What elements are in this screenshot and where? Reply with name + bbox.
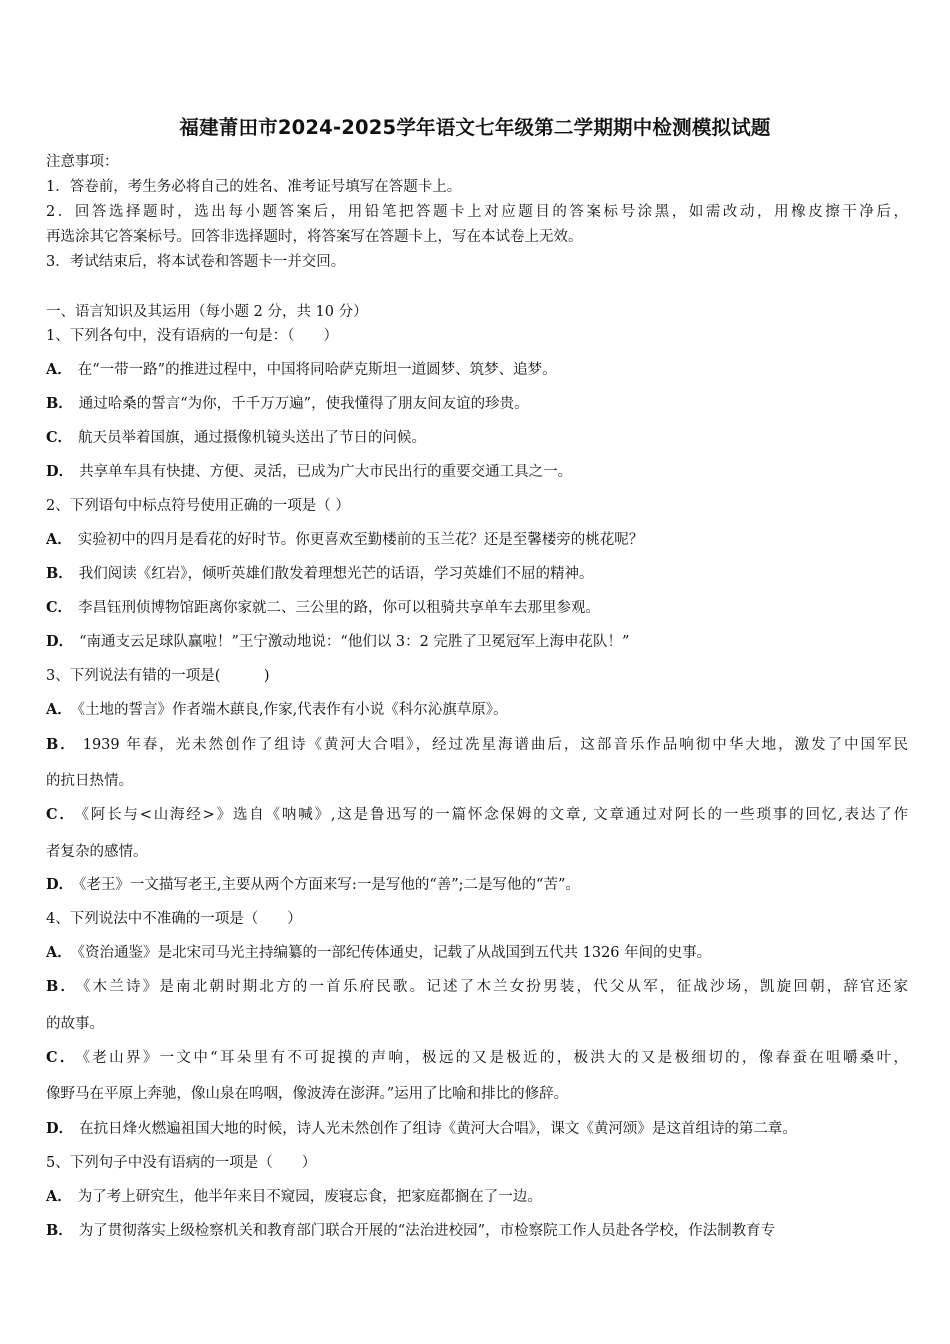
question-1-option-c: [46, 428, 908, 448]
question-1-stem: 1、下列各句中，没有语病的一句是：（ ）: [46, 328, 338, 344]
option-text: 《老王》一文描写老王,主要从两个方面来写:一是写他的“善”;二是写他的“苦”。: [79, 877, 580, 893]
option-text: 航天员举着国旗，通过摄像机镜头送出了节日的问候。: [78, 430, 427, 446]
option-label: D．: [46, 633, 74, 650]
option-label: B．: [46, 565, 73, 582]
question-5-stem: 5、下列句子中没有语病的一项是（ ）: [46, 1155, 317, 1171]
option-text: 通过哈桑的誓言“为你，千千万万遍”，使我懂得了朋友间友谊的珍贵。: [78, 396, 529, 412]
option-label: B．: [46, 736, 77, 753]
option-text: 为了考上研究生，他半年来目不窥园，废寝忘食，把家庭都搁在了一边。: [77, 1189, 542, 1205]
page-title: 福建莆田市2024-2025学年语文七年级第二学期期中检测模拟试题: [179, 116, 771, 139]
option-text: 《老山界》一文中“耳朵里有不可捉摸的声响，极远的又是极近的，极洪大的又是极细切的，像春蚕在咀嚼桑叶，: [82, 1050, 908, 1066]
option-label: C．: [46, 1049, 77, 1066]
question-4-option-b: [46, 977, 908, 997]
option-label: C．: [46, 429, 73, 446]
question-5-option-b: [46, 1221, 908, 1241]
option-label: C．: [46, 599, 73, 616]
question-2-option-c: [46, 598, 908, 618]
option-text: “南通支云足球队赢啦！”王宁激动地说：“他们以 3：2 完胜了卫冕冠军上海申花队！”: [79, 634, 630, 650]
question-3-option-c: [46, 805, 908, 825]
notice-item-1: 1．答卷前，考生务必将自己的姓名、准考证号填写在答题卡上。: [46, 179, 462, 195]
option-text: 我们阅读《红岩》，倾听英雄们散发着理想光芒的话语，学习英雄们不屈的精神。: [78, 566, 594, 582]
option-text: 实验初中的四月是看花的好时节。你更喜欢至勤楼前的玉兰花？还是至馨楼旁的桃花呢？: [77, 532, 644, 548]
option-label: D．: [46, 876, 74, 893]
option-text: 在抗日烽火燃遍祖国大地的时候，诗人光未然创作了组诗《黄河大合唱》，课文《黄河颂》是这首组诗的第二章。: [79, 1121, 797, 1137]
section-heading: 一、语言知识及其运用（每小题 2 分，共 10 分）: [46, 304, 368, 320]
option-label: A．: [46, 1188, 72, 1205]
question-4-option-b-continued: 的故事。: [46, 1016, 104, 1032]
question-3-option-d: [46, 875, 908, 895]
option-text: 在“一带一路”的推进过程中，中国将同哈萨克斯坦一道圆梦、筑梦、追梦。: [77, 362, 557, 378]
question-3-option-c-continued: 者复杂的感情。: [46, 844, 148, 860]
option-label: D．: [46, 1120, 74, 1137]
option-text: 为了贯彻落实上级检察机关和教育部门联合开展的“法治进校园”，市检察院工作人员赴各学校，作法制教育专: [78, 1223, 776, 1239]
question-1-option-b: [46, 394, 908, 414]
question-1-option-d: [46, 462, 908, 482]
option-text: 1939 年春，光未然创作了组诗《黄河大合唱》，经过冼星海谱曲后，这部音乐作品响彻中华大地，激发了中国军民: [82, 737, 908, 753]
question-2-option-a: [46, 530, 908, 550]
option-label: A．: [46, 944, 72, 961]
notice-item-2: 2．回答选择题时，选出每小题答案后，用铅笔把答题卡上对应题目的答案标号涂黑，如需改动，用橡皮擦干净后，: [46, 204, 908, 220]
question-2-option-d: [46, 632, 908, 652]
option-label: A．: [46, 701, 72, 718]
option-text: 《土地的誓言》作者端木蕻良,作家,代表作有小说《科尔沁旗草原》。: [77, 702, 508, 718]
option-text: 《阿长与<山海经>》选自《呐喊》,这是鲁迅写的一篇怀念保姆的文章, 文章通过对阿长的一些琐事的回忆,表达了作: [81, 807, 908, 823]
option-text: 李昌钰刑侦博物馆距离你家就二、三公里的路，你可以租骑共享单车去那里参观。: [78, 600, 601, 616]
question-4-option-c: [46, 1048, 908, 1068]
notice-item-2-continued: 再选涂其它答案标号。回答非选择题时，将答案写在答题卡上，写在本试卷上无效。: [46, 229, 583, 245]
question-3-option-b: [46, 735, 908, 755]
option-label: D．: [46, 463, 74, 480]
question-5-option-a: [46, 1187, 908, 1207]
option-text: 《木兰诗》是南北朝时期北方的一首乐府民歌。记述了木兰女扮男装，代父从军，征战沙场，凯旋回朝，辞官还家: [83, 979, 908, 995]
question-4-option-a: [46, 943, 908, 963]
option-label: A．: [46, 361, 72, 378]
question-3-option-b-continued: 的抗日热情。: [46, 773, 133, 789]
question-2-stem: 2、下列语句中标点符号使用正确的一项是（ ）: [46, 498, 350, 514]
option-label: B．: [46, 978, 78, 995]
notice-heading: 注意事项：: [46, 154, 119, 170]
question-4-stem: 4、下列说法中不准确的一项是（ ）: [46, 911, 302, 927]
notice-item-3: 3．考试结束后，将本试卷和答题卡一并交回。: [46, 254, 346, 270]
option-text: 《资治通鉴》是北宋司马光主持编纂的一部纪传体通史，记载了从战国到五代共 1326 年间的史事。: [77, 945, 712, 961]
option-label: A．: [46, 531, 72, 548]
question-4-option-c-continued: 像野马在平原上奔驰，像山泉在呜咽，像波涛在澎湃。”运用了比喻和排比的修辞。: [46, 1086, 569, 1102]
question-1-option-a: [46, 360, 908, 380]
option-text: 共享单车具有快捷、方便、灵活，已成为广大市民出行的重要交通工具之一。: [79, 464, 573, 480]
option-label: B．: [46, 395, 73, 412]
option-label: B．: [46, 1222, 73, 1239]
question-4-option-d: [46, 1119, 908, 1139]
option-label: C．: [46, 806, 76, 823]
question-2-option-b: [46, 564, 908, 584]
question-3-stem: 3、下列说法有错的一项是( ): [46, 668, 270, 684]
question-3-option-a: [46, 700, 908, 720]
